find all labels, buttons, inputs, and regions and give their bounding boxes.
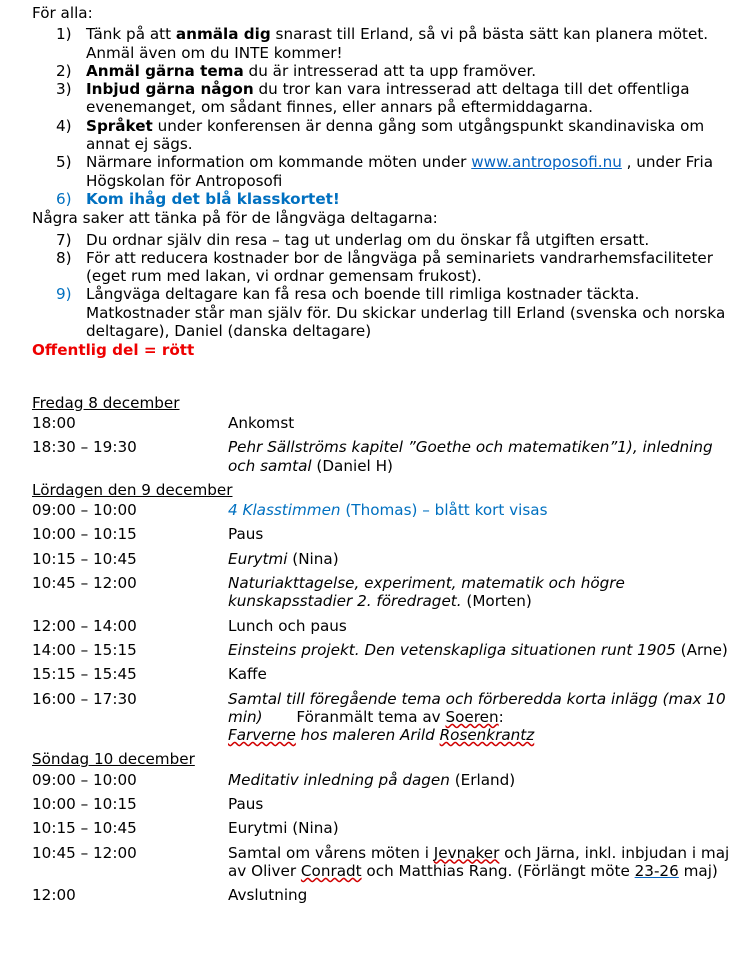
list-item: 5) Närmare information om kommande möten under www.antroposofi.nu , under Fria Högskolan för Antroposofi: [56, 153, 714, 190]
list-item: 2) Anmäl gärna tema du är intresserad att ta upp framöver.: [56, 61, 537, 80]
list-item: 8) För att reducera kostnader bor de långväga på seminariets vandrarhemsfaciliteter (eget rum med lakan, vi ordnar gemensam frukost).: [56, 248, 714, 286]
schedule-row: 14:00 – 15:15 Einsteins projekt. Den vetenskapliga situationen runt 1905 (Arne): [32, 640, 728, 659]
list-item: 4) Språket under konferensen är denna gång som utgångspunkt skandinaviska om annat ej sägs.: [56, 116, 705, 154]
schedule-row: 16:00 – 17:30 Samtal till föregående tema och förberedda korta inlägg (max 10 min) Föranmält tema av Soeren: Farverne hos maleren Arild Rosenkrantz: [32, 689, 726, 745]
schedule-row: 18:30 – 19:30 Pehr Sällströms kapitel ”Goethe och matematiken”1), inledning och samtal (Daniel H): [32, 438, 713, 475]
antroposofi-link[interactable]: www.antroposofi.nu: [471, 153, 622, 172]
day-heading-friday: Fredag 8 december: [32, 393, 180, 412]
schedule-row: 09:00 – 10:00 Meditativ inledning på dagen (Erland): [32, 770, 516, 789]
day-heading-saturday: Lördagen den 9 december: [32, 480, 233, 499]
list-item: 3) Inbjud gärna någon du tror kan vara intresserad att deltaga till det offentliga evenemanget, om sådant finnes, eller annars på eftermiddagarna.: [56, 80, 690, 117]
list-item: 7) Du ordnar själv din resa – tag ut underlag om du önskar få utgiften ersatt.: [56, 230, 650, 249]
schedule-row: 09:00 – 10:00 4 Klasstimmen (Thomas) – blått kort visas: [32, 501, 548, 520]
intro-heading: För alla:: [32, 4, 93, 22]
schedule-row: 12:00 Avslutning: [32, 886, 308, 905]
day-heading-sunday: Söndag 10 december: [32, 750, 195, 769]
schedule-row: 10:15 – 10:45 Eurytmi (Nina): [32, 549, 339, 568]
intro-list: [32, 25, 736, 208]
schedule-row: 10:45 – 12:00 Naturiakttagelse, experiment, matematik och högre kunskapsstadier 2. föredraget. (Morten): [32, 574, 625, 611]
schedule-row: 15:15 – 15:45 Kaffe: [32, 665, 267, 684]
schedule-row: 10:15 – 10:45 Eurytmi (Nina): [32, 819, 339, 838]
list-item: 9) Långväga deltagare kan få resa och boende till rimliga kostnader täckta. Matkostnader står man själv för. Du skickar underlag till Erland (svenska och norska deltagare), Daniel (danska deltagare): [56, 285, 726, 341]
list-item: 6) Kom ihåg det blå klasskortet!: [56, 189, 340, 208]
schedule-row: 12:00 – 14:00 Lunch och paus: [32, 616, 347, 635]
travel-heading: Några saker att tänka på för de långväga deltagarna:: [32, 209, 438, 228]
schedule-row: 10:00 – 10:15 Paus: [32, 794, 264, 813]
schedule-row: 18:00 Ankomst: [32, 413, 295, 432]
public-note: Offentlig del = rött: [32, 341, 195, 360]
schedule-row: 10:45 – 12:00 Samtal om vårens möten i Jevnaker och Järna, inkl. inbjudan i maj av Oliver Conradt och Matthias Rang. (Förlängt möte 23-26 maj): [32, 843, 730, 880]
list-item: 1) Tänk på att anmäla dig snarast till Erland, så vi på bästa sätt kan planera mötet. Anmäl även om du INTE kommer!: [56, 25, 709, 62]
document: [32, 4, 736, 910]
travel-list: [32, 231, 736, 341]
schedule-row: 10:00 – 10:15 Paus: [32, 525, 264, 544]
